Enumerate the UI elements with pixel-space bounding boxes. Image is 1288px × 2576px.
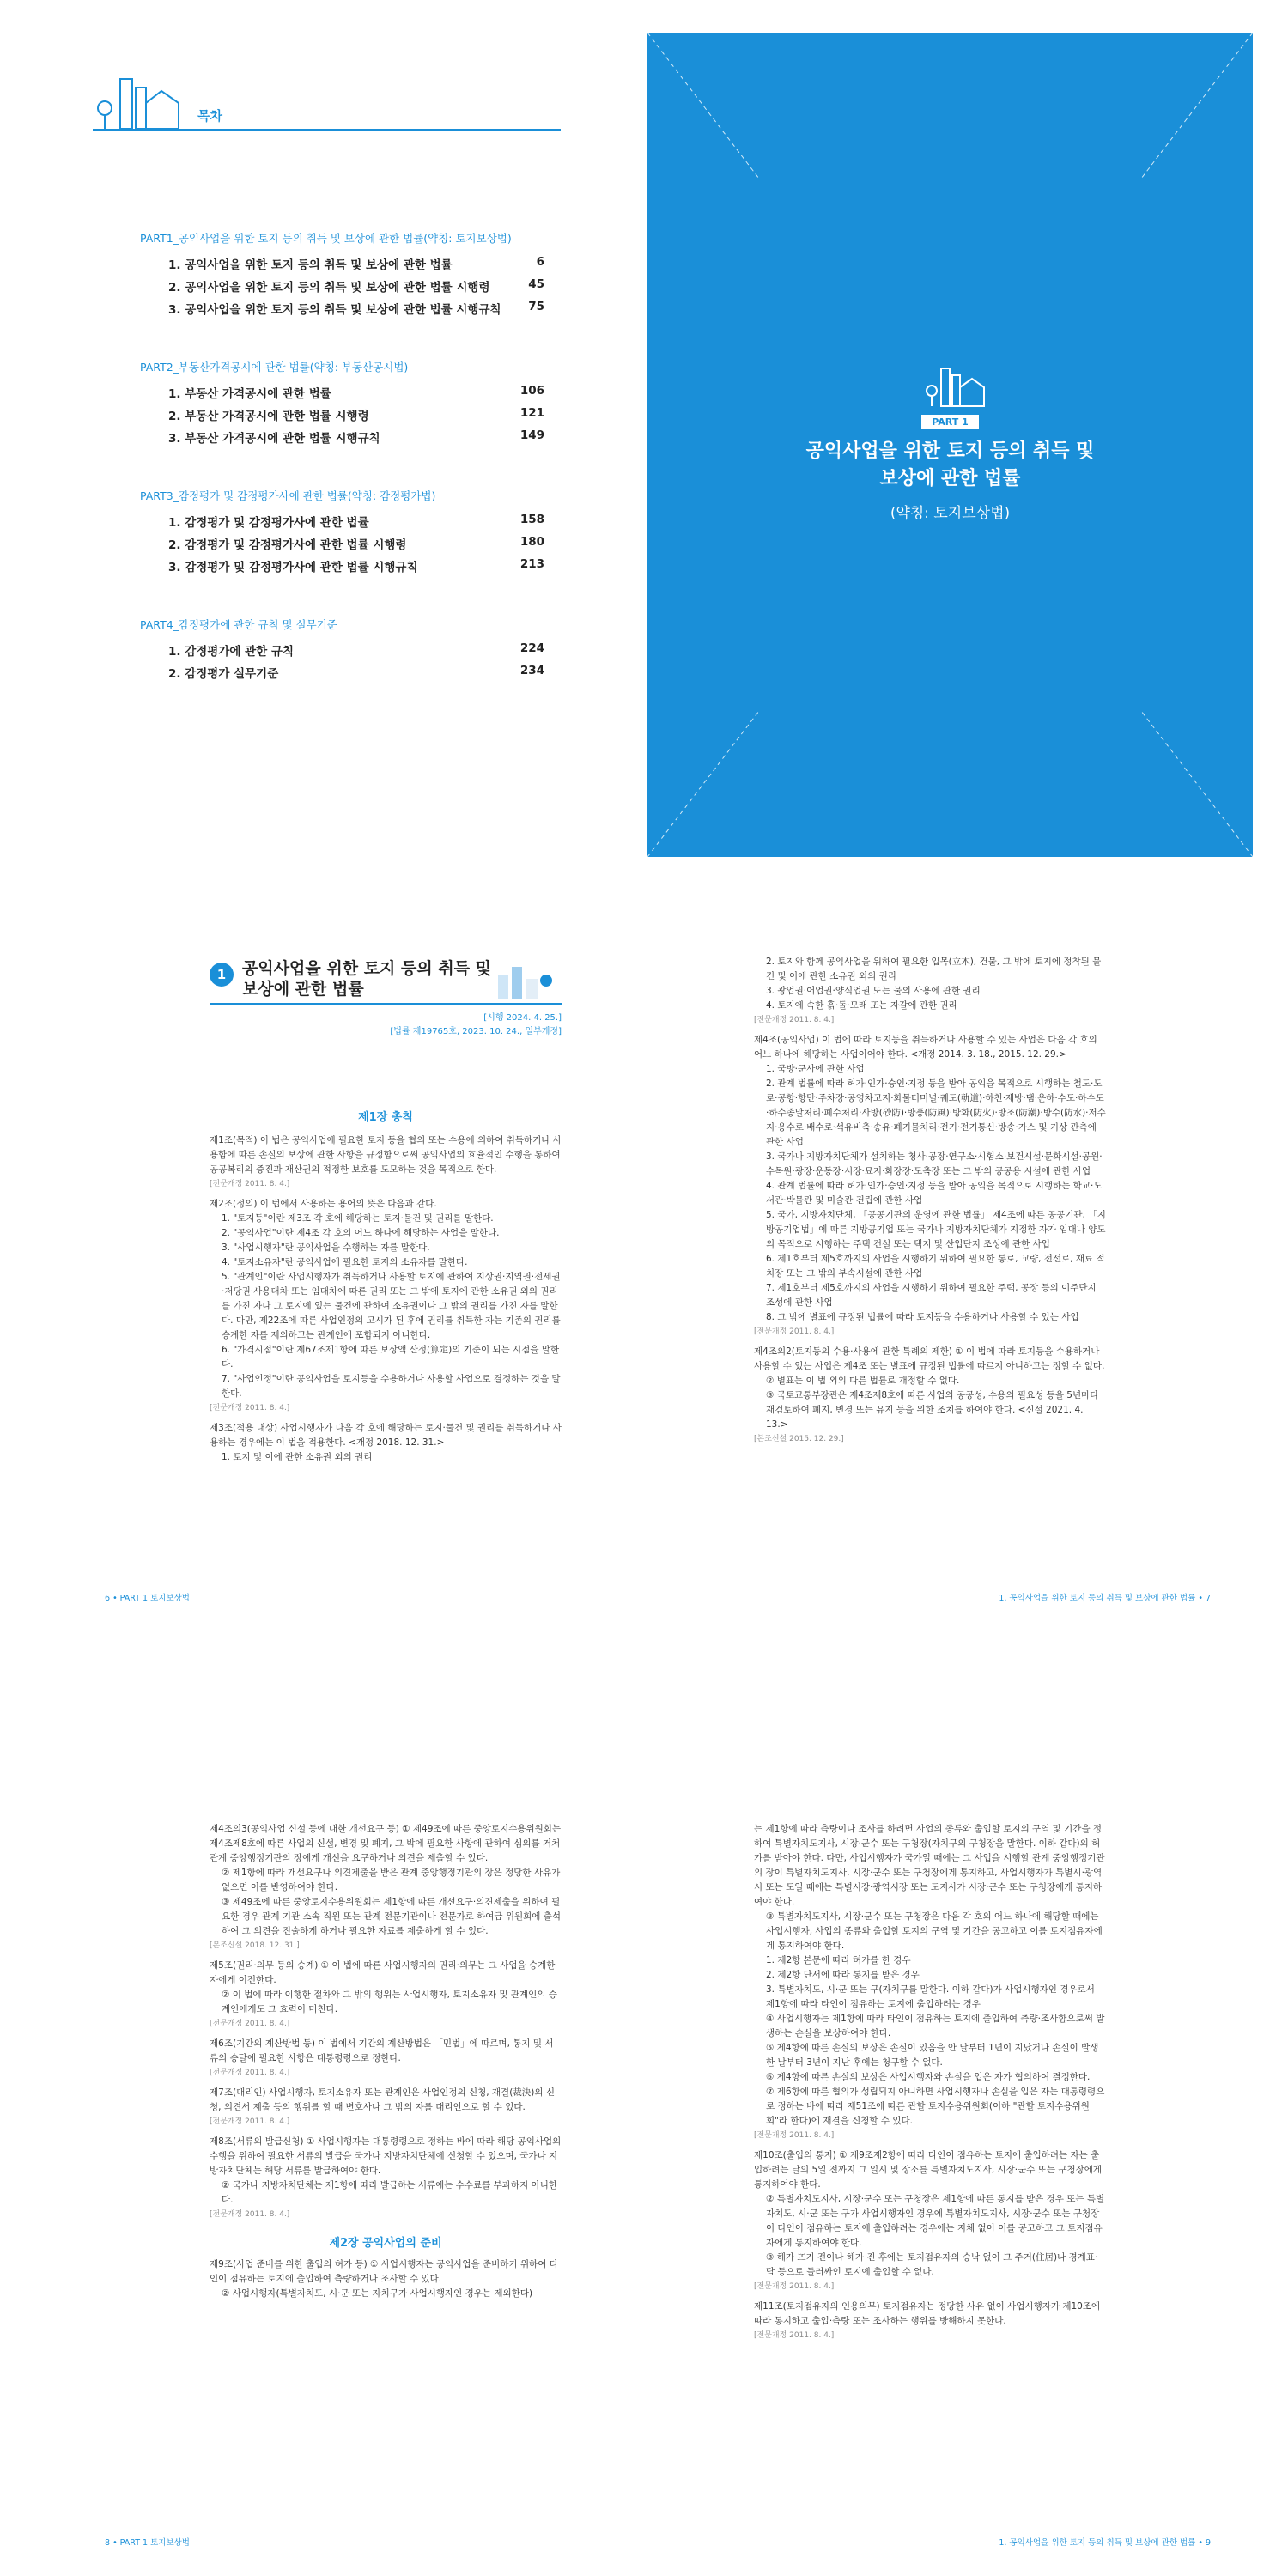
list-item: 3. 국가나 지방자치단체가 설치하는 청사·공장·연구소·시험소·보건시설·문화시설·공원·수목원·광장·운동장·시장·묘지·화장장·도축장 또는 그 밖의 공공용 시설에 관한 사업 (766, 1151, 1103, 1176)
article-note: [전문개정 2011. 8. 4.] (754, 2331, 835, 2340)
list-item: 5. "관계인"이란 사업시행자가 취득하거나 사용할 토지에 관하여 지상권·지역권·전세권·저당권·사용대차 또는 임대차에 따른 권리 또는 그 밖에 토지에 관한 소유권 외의 권리를 가진 자나 그 토지에 있는 물건에 관하여 소유권이나 그 밖의 권리를 가진 자를 말한다. 다만, 제22조에 따른 사업인정의 고시가 된 후에 권리를 취득한 자는 기존의 권리를 승계한 자를 제외하고는 관계인에 포함되지 아니한다. (222, 1272, 561, 1340)
list-item: ⑦ 제6항에 따른 협의가 성립되지 아니하면 사업시행자나 손실을 입은 자는 대통령령으로 정하는 바에 따라 제51조에 따른 관할 토지수용위원회(이하 "관할 토지수용위원회"라 한다)에 재결을 신청할 수 있다. (766, 2087, 1105, 2126)
article-note: [전문개정 2011. 8. 4.] (210, 1180, 290, 1188)
page-footer-right: 1. 공익사업을 위한 토지 등의 취득 및 보상에 관한 법률 • 9 (999, 2538, 1211, 2548)
article-7: 제7조(대리인) 사업시행자, 토지소유자 또는 관계인은 사업인정의 신청, 재결(裁決)의 신청, 의견서 제출 등의 행위를 할 때 변호사나 그 밖의 자를 대리인으로 할 수 있다. (210, 2087, 556, 2112)
toc-item[interactable] (168, 255, 544, 272)
article-11: 제11조(토지점유자의 인용의무) 토지점유자는 정당한 사유 없이 사업시행자가 제10조에 따라 통지하고 출입·측량 또는 조사하는 행위를 방해하지 못한다. (754, 2301, 1101, 2326)
page7-body (754, 955, 1106, 1447)
list-item: ② 사업시행자(특별자치도, 시·군 또는 자치구가 사업시행자인 경우는 제외한다) (222, 2288, 533, 2299)
article-note: [전문개정 2011. 8. 4.] (210, 2117, 290, 2126)
toc-title: 목차 (197, 108, 222, 124)
part-cover (647, 33, 1253, 857)
toc-item-label: 2. 공익사업을 위한 토지 등의 취득 및 보상에 관한 법률 시행령 (168, 281, 490, 295)
section-title: 제2장 공익사업의 준비 (329, 2237, 442, 2250)
article-10: 제10조(출입의 통지) ① 제9조제2항에 따라 타인이 점유하는 토지에 출입하려는 자는 출입하려는 날의 5일 전까지 그 일시 및 장소를 특별자치도지사, 시장·군수 또는 구청장에게 통지하여야 한다. (754, 2150, 1103, 2190)
article-2: 제2조(정의) 이 법에서 사용하는 용어의 뜻은 다음과 같다. (210, 1199, 437, 1209)
section-title: 제1장 총칙 (358, 1111, 413, 1124)
toc-item[interactable] (168, 513, 544, 530)
page-footer-left: 8 • PART 1 토지보상법 (105, 2538, 190, 2548)
toc-item-page: 106 (519, 384, 544, 398)
chapter-title: 공익사업을 위한 토지 등의 취득 및 보상에 관한 법률 (242, 959, 492, 999)
toc-item[interactable] (168, 557, 544, 574)
toc-item[interactable] (168, 535, 544, 552)
building-logo-icon (924, 363, 993, 410)
toc-item-label: 3. 공익사업을 위한 토지 등의 취득 및 보상에 관한 법률 시행규칙 (168, 303, 501, 317)
list-item: 2. "공익사업"이란 제4조 각 호의 어느 하나에 해당하는 사업을 말한다. (222, 1228, 500, 1238)
list-item: 2. 제2항 단서에 따라 통지를 받은 경우 (766, 1970, 920, 1980)
article-note: [전문개정 2011. 8. 4.] (754, 1327, 835, 1336)
toc-item-page: 6 (536, 255, 544, 269)
toc-part3-heading: PART3_감정평가 및 감정평가사에 관한 법률(약칭: 감정평가법) (140, 489, 436, 502)
list-item: ③ 특별자치도지사, 시장·군수 또는 구청장은 다음 각 호의 어느 하나에 해당할 때에는 사업시행자, 사업의 종류와 출입할 토지의 구역 및 기간을 공고하고 이를 토지점유자에게 통지하여야 한다. (766, 1911, 1103, 1951)
toc-item-page: 158 (519, 513, 544, 526)
article-4: 제4조(공익사업) 이 법에 따라 토지등을 취득하거나 사용할 수 있는 사업은 다음 각 호의 어느 하나에 해당하는 사업이어야 한다. <개정 2014. 3. 18., 2015. 12. 29.> (754, 1035, 1097, 1060)
enforcement-date: [시행 2024. 4. 25.] (483, 1013, 562, 1023)
article-note: [전문개정 2011. 8. 4.] (210, 2020, 290, 2028)
list-item: ② 제1항에 따라 개선요구나 의견제출을 받은 관계 중앙행정기관의 장은 정당한 사유가 없으면 이를 반영하여야 한다. (222, 1868, 561, 1893)
toc-item-label: 3. 부동산 가격공시에 관한 법률 시행규칙 (168, 432, 380, 446)
list-item: 1. 국방·군사에 관한 사업 (766, 1064, 865, 1074)
toc-part2-heading: PART2_부동산가격공시에 관한 법률(약칭: 부동산공시법) (140, 361, 409, 374)
article-4-3: 제4조의3(공익사업 신설 등에 대한 개선요구 등) ① 제49조에 따른 중앙토지수용위원회는 제4조제8호에 따른 사업의 신설, 변경 및 폐지, 그 밖에 필요한 사항에 관하여 심의를 거쳐 관계 중앙행정기관의 장에게 개선을 요구하거나 의견을 제출할 수 있다. (210, 1824, 562, 1863)
article-4-2: 제4조의2(토지등의 수용·사용에 관한 특례의 제한) ① 이 법에 따라 토지등을 수용하거나 사용할 수 있는 사업은 제4조 또는 별표에 규정된 법률에 따르지 아니하고는 정할 수 없다. (754, 1346, 1105, 1371)
toc-item-label: 1. 부동산 가격공시에 관한 법률 (168, 387, 331, 401)
article-note: [전문개정 2011. 8. 4.] (210, 2069, 290, 2077)
toc-item[interactable] (168, 277, 544, 295)
article-6: 제6조(기간의 계산방법 등) 이 법에서 기간의 계산방법은 「민법」에 따르며, 통지 및 서류의 송달에 필요한 사항은 대통령령으로 정한다. (210, 2038, 554, 2063)
list-item: ③ 국토교통부장관은 제4조제8호에 따른 사업의 공공성, 수용의 필요성 등을 5년마다 재검토하여 폐지, 변경 또는 유지 등을 위한 조치를 하여야 한다. <신설 2021. 4. 13.> (766, 1390, 1099, 1430)
article-8: 제8조(서류의 발급신청) ① 사업시행자는 대통령령으로 정하는 바에 따라 해당 공익사업의 수행을 위하여 필요한 서류의 발급을 국가나 지방자치단체에 신청할 수 있으며, 국가나 지방자치단체는 해당 서류를 발급하여야 한다. (210, 2136, 562, 2176)
toc-item[interactable] (168, 664, 544, 681)
toc-item-label: 3. 감정평가 및 감정평가사에 관한 법률 시행규칙 (168, 561, 418, 574)
article-9-cont: 는 제1항에 따라 측량이나 조사를 하려면 사업의 종류와 출입할 토지의 구역 및 기간을 정하여 특별자치도지사, 시장·군수 또는 구청장(자치구의 구청장을 말한다. 이하 같다)의 허가를 받아야 한다. 다만, 사업시행자가 국가일 때에는 그 사업을 시행할 관계 중앙행정기관의 장이 특별자치도지사, 시장·군수 또는 구청장에게 통지하고, 사업시행자가 특별시·광역시 또는 도일 때에는 특별시장·광역시장 또는 도지사가 시장·군수 또는 구청장에게 통지하여야 한다. (754, 1824, 1105, 1907)
article-note: [본조신설 2018. 12. 31.] (210, 1941, 300, 1950)
toc-item-page: 149 (519, 428, 544, 442)
list-item: ③ 제49조에 따른 중앙토지수용위원회는 제1항에 따른 개선요구·의견제출을 위하여 필요한 경우 관계 기관 소속 직원 또는 관계 전문기관이나 전문가로 하여금 위원회에 출석하여 그 의견을 진술하게 하거나 필요한 자료를 제출하게 할 수 있다. (222, 1897, 562, 1936)
list-item: ② 특별자치도지사, 시장·군수 또는 구청장은 제1항에 따른 통지를 받은 경우 또는 특별자치도, 시·군 또는 구가 사업시행자인 경우에 특별자치도지사, 시장·군수 또는 구청장이 타인이 점유하는 토지에 출입하려는 경우에는 지체 없이 이를 공고하고 그 토지점유자에게 통지하여야 한다. (766, 2194, 1105, 2248)
list-item: ③ 해가 뜨기 전이나 해가 진 후에는 토지점유자의 승낙 없이 그 주거(住居)나 경계표·담 등으로 둘러싸인 토지에 출입할 수 없다. (766, 2252, 1098, 2277)
toc-item-label: 1. 감정평가에 관한 규칙 (168, 645, 294, 659)
toc-part4-heading: PART4_감정평가에 관한 규칙 및 실무기준 (140, 618, 337, 631)
toc-item[interactable] (168, 406, 544, 423)
list-item: 8. 그 밖에 별표에 규정된 법률에 따라 토지등을 수용하거나 사용할 수 있는 사업 (766, 1312, 1079, 1322)
toc-item-page: 45 (528, 277, 544, 291)
cover-subtitle: (약칭: 토지보상법) (890, 505, 1011, 522)
toc-item-page: 75 (528, 300, 544, 313)
list-item: 7. "사업인정"이란 공익사업을 토지등을 수용하거나 사용할 사업으로 결정하는 것을 말한다. (222, 1374, 561, 1399)
list-item: 2. 관계 법률에 따라 허가·인가·승인·지정 등을 받아 공익을 목적으로 시행하는 철도·도로·공항·항만·주차장·공영차고지·화물터미널·궤도(軌道)·하천·제방·댐·운하·수도·하수도·하수종말처리·폐수처리·사방(砂防)·방풍(防風)·방화(防火)·방조(防潮)·방수(防水)·저수지·용수로·배수로·석유비축·송유·폐기물처리·전기·전기통신·방송·가스 및 기상 관측에 관한 사업 (766, 1078, 1106, 1147)
toc-item[interactable] (168, 384, 544, 401)
list-item: 3. 특별자치도, 시·군 또는 구(자치구를 말한다. 이하 같다)가 사업시행자인 경우로서 제1항에 따라 타인이 점유하는 토지에 출입하려는 경우 (766, 1984, 1095, 2009)
toc-item[interactable] (168, 641, 544, 659)
list-item: 1. "토지등"이란 제3조 각 호에 해당하는 토지·물건 및 권리를 말한다. (222, 1213, 494, 1224)
list-item: 4. 관계 법률에 따라 허가·인가·승인·지정 등을 받아 공익을 목적으로 시행하는 학교·도서관·박물관 및 미술관 건립에 관한 사업 (766, 1181, 1103, 1206)
law-number: [법률 제19765호, 2023. 10. 24., 일부개정] (390, 1027, 562, 1036)
chapter-rule (210, 1003, 562, 1005)
list-item: 1. 토지 및 이에 관한 소유권 외의 권리 (222, 1452, 373, 1462)
list-item: ② 별표는 이 법 외의 다른 법률로 개정할 수 없다. (766, 1376, 960, 1386)
toc-item-page: 121 (519, 406, 544, 420)
list-item: ⑥ 제4항에 따른 손실의 보상은 사업시행자와 손실을 입은 자가 협의하여 결정한다. (766, 2072, 1091, 2082)
article-note: [전문개정 2011. 8. 4.] (210, 1404, 290, 1413)
list-item: ⑤ 제4항에 따른 손실의 보상은 손실이 있음을 안 날부터 1년이 지났거나 손실이 발생한 날부터 3년이 지난 후에는 청구할 수 없다. (766, 2043, 1099, 2068)
list-item: 4. "토지소유자"란 공익사업에 필요한 토지의 소유자를 말한다. (222, 1257, 468, 1267)
toc-header-rule (93, 129, 561, 131)
list-item: ② 이 법에 따라 이행한 절차와 그 밖의 행위는 사업시행자, 토지소유자 및 관계인의 승계인에게도 그 효력이 미친다. (222, 1990, 557, 2014)
toc-item-label: 2. 부동산 가격공시에 관한 법률 시행령 (168, 410, 369, 423)
article-3: 제3조(적용 대상) 사업시행자가 다음 각 호에 해당하는 토지·물건 및 권리를 취득하거나 사용하는 경우에는 이 법을 적용한다. <개정 2018. 12. 31.> (210, 1423, 562, 1448)
toc-item[interactable] (168, 300, 544, 317)
chapter-number-badge: 1 (210, 963, 234, 987)
list-item: 3. "사업시행자"란 공익사업을 수행하는 자를 말한다. (222, 1242, 430, 1253)
toc-item-label: 2. 감정평가 및 감정평가사에 관한 법률 시행령 (168, 538, 407, 552)
list-item: 6. "가격시점"이란 제67조제1항에 따른 보상액 산정(算定)의 기준이 되는 시점을 말한다. (222, 1345, 560, 1370)
list-item: 2. 토지와 함께 공익사업을 위하여 필요한 입목(立木), 건물, 그 밖에 토지에 정착된 물건 및 이에 관한 소유권 외의 권리 (766, 957, 1102, 981)
article-note: [전문개정 2011. 8. 4.] (754, 2282, 835, 2291)
list-item: 6. 제1호부터 제5호까지의 사업을 시행하기 위하여 필요한 통로, 교량, 전선로, 재료 적치장 또는 그 밖의 부속시설에 관한 사업 (766, 1254, 1105, 1279)
article-5: 제5조(권리·의무 등의 승계) ① 이 법에 따른 사업시행자의 권리·의무는 그 사업을 승계한 자에게 이전한다. (210, 1960, 556, 1985)
toc-part1-heading: PART1_공익사업을 위한 토지 등의 취득 및 보상에 관한 법률(약칭: 토지보상법) (140, 232, 512, 245)
list-item: 1. 제2항 본문에 따라 허가를 한 경우 (766, 1955, 911, 1965)
list-item: ④ 사업시행자는 제1항에 따라 타인이 점유하는 토지에 출입하여 측량·조사함으로써 발생하는 손실을 보상하여야 한다. (766, 2014, 1105, 2038)
chapter-decoration-icon (489, 962, 558, 1001)
toc-item-page: 234 (519, 664, 544, 677)
toc-item-label: 2. 감정평가 실무기준 (168, 667, 279, 681)
page6-body (210, 1133, 562, 1465)
list-item: ② 국가나 지방자치단체는 제1항에 따라 발급하는 서류에는 수수료를 부과하지 아니한다. (222, 2180, 557, 2205)
toc-item[interactable] (168, 428, 544, 446)
page-footer-right: 1. 공익사업을 위한 토지 등의 취득 및 보상에 관한 법률 • 7 (999, 1594, 1211, 1603)
article-note: [전문개정 2011. 8. 4.] (754, 2131, 835, 2140)
toc-item-page: 224 (519, 641, 544, 655)
toc-item-label: 1. 감정평가 및 감정평가사에 관한 법률 (168, 516, 369, 530)
article-note: [전문개정 2011. 8. 4.] (754, 1016, 835, 1024)
toc-item-page: 180 (519, 535, 544, 549)
list-item: 3. 광업권·어업권·양식업권 또는 물의 사용에 관한 권리 (766, 986, 981, 996)
page-footer-left: 6 • PART 1 토지보상법 (105, 1594, 190, 1603)
cover-title: 공익사업을 위한 토지 등의 취득 및 보상에 관한 법률 (805, 440, 1095, 489)
building-logo-icon (93, 69, 196, 131)
article-note: [전문개정 2011. 8. 4.] (210, 2210, 290, 2219)
article-note: [본조신설 2015. 12. 29.] (754, 1435, 844, 1443)
article-1: 제1조(목적) 이 법은 공익사업에 필요한 토지 등을 협의 또는 수용에 의하여 취득하거나 사용함에 따른 손실의 보상에 관한 사항을 규정함으로써 공익사업의 효율적인 수행을 통하여 공공복리의 증진과 재산권의 적정한 보호를 도모하는 것을 목적으로 한다. (210, 1135, 562, 1175)
list-item: 5. 국가, 지방자치단체, 「공공기관의 운영에 관한 법률」 제4조에 따른 공공기관, 「지방공기업법」에 따른 지방공기업 또는 국가나 지방자치단체가 지정한 자가 임대나 양도의 목적으로 시행하는 주택 건설 또는 택지 및 산업단지 조성에 관한 사업 (766, 1210, 1106, 1249)
list-item: 7. 제1호부터 제5호까지의 사업을 시행하기 위하여 필요한 주택, 공장 등의 이주단지 조성에 관한 사업 (766, 1283, 1097, 1308)
list-item: 4. 토지에 속한 흙·돌·모래 또는 자갈에 관한 권리 (766, 1000, 957, 1011)
page8-body (210, 1822, 562, 2301)
article-9: 제9조(사업 준비를 위한 출입의 허가 등) ① 사업시행자는 공익사업을 준비하기 위하여 타인이 점유하는 토지에 출입하여 측량하거나 조사할 수 있다. (210, 2259, 558, 2284)
toc-item-page: 213 (519, 557, 544, 571)
cover-part-badge: PART 1 (647, 412, 1253, 429)
page9-body (754, 1822, 1106, 2343)
toc-item-label: 1. 공익사업을 위한 토지 등의 취득 및 보상에 관한 법률 (168, 258, 453, 272)
